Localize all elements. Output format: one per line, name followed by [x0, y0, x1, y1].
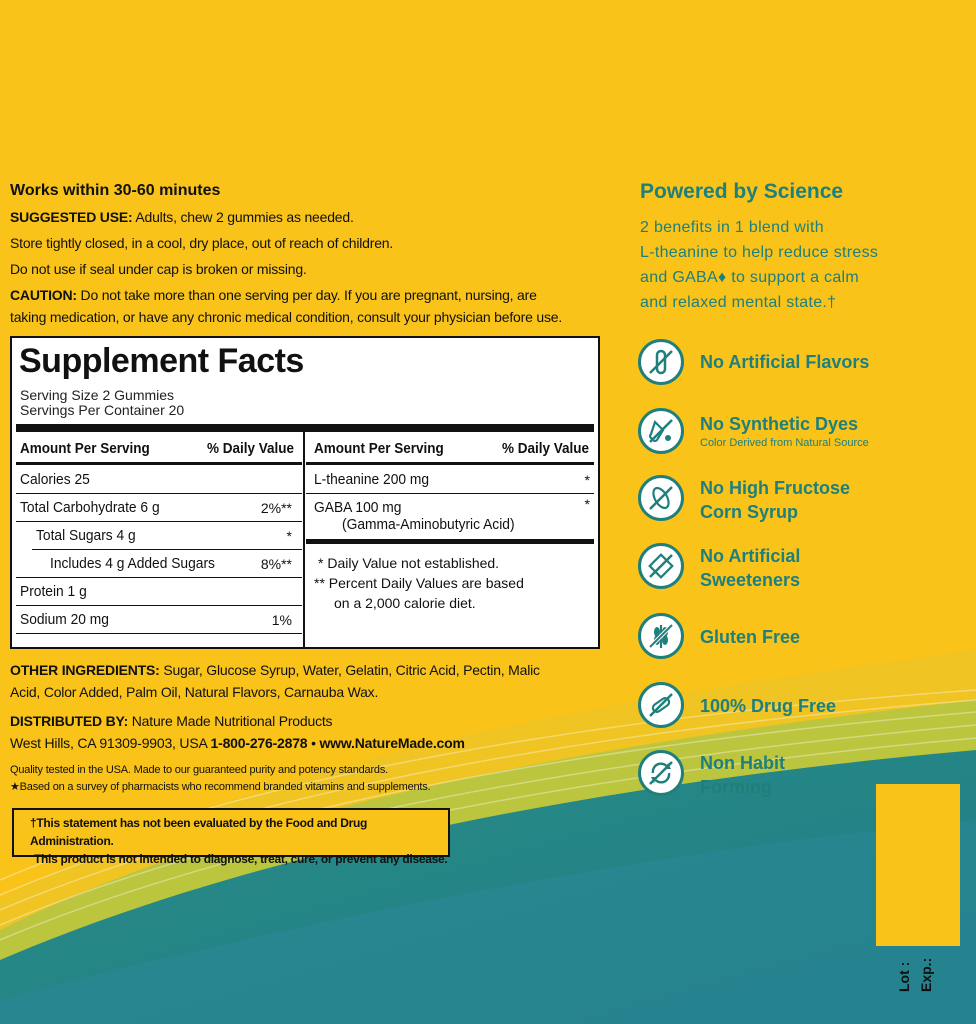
row-divider — [16, 493, 302, 494]
bullet-separator: • — [307, 735, 320, 751]
seal-warning: Do not use if seal under cap is broken or missing. — [10, 261, 307, 277]
fact-row-calories: Calories 25 — [20, 471, 90, 488]
lot-exp-box — [876, 784, 960, 946]
servings-per-container: Servings Per Container 20 — [20, 402, 185, 418]
other-ingredients-line-2: Acid, Color Added, Palm Oil, Natural Flavors, Carnauba Wax. — [10, 684, 379, 700]
fact-row-gaba: GABA 100 mg — [314, 499, 402, 516]
distributed-by-label: DISTRIBUTED BY: — [10, 713, 129, 729]
science-line-1: 2 benefits in 1 blend with — [640, 219, 824, 236]
left-header-rule — [16, 462, 302, 465]
gluten-free-icon — [638, 613, 684, 659]
other-ingredients-label: OTHER INGREDIENTS: — [10, 662, 160, 678]
phone-number: 1-800-276-2878 — [210, 735, 308, 751]
drug-free-icon — [638, 682, 684, 728]
feature-no-synthetic-dyes-sub: Color Derived from Natural Source — [700, 437, 869, 449]
fact-value-carbohydrate: 2%** — [260, 500, 292, 516]
feature-gluten-free: Gluten Free — [700, 627, 801, 647]
serving-info — [20, 388, 184, 418]
website-link: www.NatureMade.com — [319, 735, 465, 751]
disclaimer-line-2: This product is not intended to diagnose, treat, cure, or prevent any disease. — [34, 852, 448, 866]
exp-label: Exp.: — [918, 957, 934, 992]
survey-statement: ★Based on a survey of pharmacists who recommend branded vitamins and supplements. — [10, 781, 431, 793]
caution-line-1 — [10, 287, 537, 303]
storage-text: Store tightly closed, in a cool, dry place, out of reach of children. — [10, 235, 394, 251]
powered-by-science-text — [640, 215, 878, 315]
row-divider — [16, 605, 302, 606]
row-divider — [16, 577, 302, 578]
row-divider — [16, 633, 302, 634]
fact-row-gaba-full: (Gamma-Aminobutyric Acid) — [342, 516, 515, 533]
suggested-use — [10, 209, 354, 225]
suggested-use-label: SUGGESTED USE: — [10, 209, 133, 225]
other-ingredients-text: Sugar, Glucose Syrup, Water, Gelatin, Citric Acid, Pectin, Malic — [159, 662, 540, 678]
column-divider — [303, 432, 305, 647]
left-header-amount: Amount Per Serving — [20, 440, 150, 457]
feature-non-habit-line-2: Forming — [700, 777, 772, 797]
science-line-3: and GABA♦ to support a calm — [640, 269, 860, 286]
row-divider — [32, 549, 302, 550]
footnote-calorie-diet: on a 2,000 calorie diet. — [334, 595, 476, 611]
other-ingredients-line-1 — [10, 662, 540, 678]
no-dyes-icon — [638, 408, 684, 454]
fact-row-l-theanine: L-theanine 200 mg — [314, 471, 430, 488]
fact-value-gaba: * — [584, 496, 590, 512]
feature-drug-free: 100% Drug Free — [700, 696, 837, 716]
supplement-facts-panel — [10, 336, 600, 649]
caution-line-2: taking medication, or have any chronic medical condition, consult your physician before use. — [10, 309, 563, 325]
row-divider — [16, 521, 302, 522]
serving-size: Serving Size 2 Gummies — [20, 387, 175, 403]
fact-value-added-sugars: 8%** — [260, 556, 292, 572]
thick-rule — [16, 424, 594, 432]
science-line-2: L-theanine to help reduce stress — [640, 244, 879, 261]
fact-row-sugars: Total Sugars 4 g — [36, 527, 136, 544]
lot-label: Lot : — [896, 961, 912, 992]
feature-no-sweeteners-line-1: No Artificial — [700, 546, 801, 566]
feature-no-hfcs-line-1: No High Fructose — [700, 478, 851, 498]
no-flavors-icon — [638, 339, 684, 385]
right-header-dv: % Daily Value — [502, 440, 590, 457]
fact-row-protein: Protein 1 g — [20, 583, 87, 600]
suggested-use-text: Adults, chew 2 gummies as needed. — [132, 209, 354, 225]
caution-label: CAUTION: — [10, 287, 77, 303]
quality-statement: Quality tested in the USA. Made to our guaranteed purity and potency standards. — [10, 764, 388, 776]
row-divider — [306, 493, 594, 494]
distributor-name: Nature Made Nutritional Products — [128, 713, 333, 729]
caution-text-1: Do not take more than one serving per day. If you are pregnant, nursing, are — [76, 287, 537, 303]
feature-non-habit-line-1: Non Habit — [700, 753, 785, 773]
feature-no-sweeteners-line-2: Sweeteners — [700, 570, 801, 590]
left-header-dv: % Daily Value — [207, 440, 295, 457]
distributed-by — [10, 713, 332, 729]
fact-row-added-sugars: Includes 4 g Added Sugars — [50, 555, 215, 572]
address-text: West Hills, CA 91309-9903, USA — [10, 735, 211, 751]
feature-no-artificial-flavors: No Artificial Flavors — [700, 352, 870, 372]
right-header-rule — [306, 462, 594, 465]
fact-value-l-theanine: * — [584, 472, 590, 488]
fda-disclaimer — [12, 808, 450, 866]
distributor-address — [10, 735, 465, 751]
feature-no-hfcs-line-2: Corn Syrup — [700, 502, 799, 522]
no-sweeteners-icon — [638, 543, 684, 589]
facts-title: Supplement Facts — [19, 342, 304, 380]
powered-by-science-title: Powered by Science — [640, 180, 844, 203]
fact-row-carbohydrate: Total Carbohydrate 6 g — [20, 499, 160, 516]
fact-row-sodium: Sodium 20 mg — [20, 611, 109, 628]
right-bottom-rule — [306, 539, 594, 544]
fact-value-sodium: 1% — [271, 612, 292, 628]
right-header-amount: Amount Per Serving — [314, 440, 444, 457]
science-line-4: and relaxed mental state.† — [640, 294, 837, 311]
footnote-percent-dv: ** Percent Daily Values are based — [314, 575, 524, 591]
footnote-dv-not-established: * Daily Value not established. — [318, 555, 500, 571]
works-within-heading: Works within 30-60 minutes — [10, 182, 221, 199]
disclaimer-line-1: †This statement has not been evaluated by the Food and Drug Administration. — [30, 816, 368, 848]
fact-value-sugars: * — [286, 528, 292, 544]
no-hfcs-icon — [638, 475, 684, 521]
non-habit-icon — [638, 750, 684, 796]
feature-no-synthetic-dyes: No Synthetic Dyes — [700, 414, 859, 434]
